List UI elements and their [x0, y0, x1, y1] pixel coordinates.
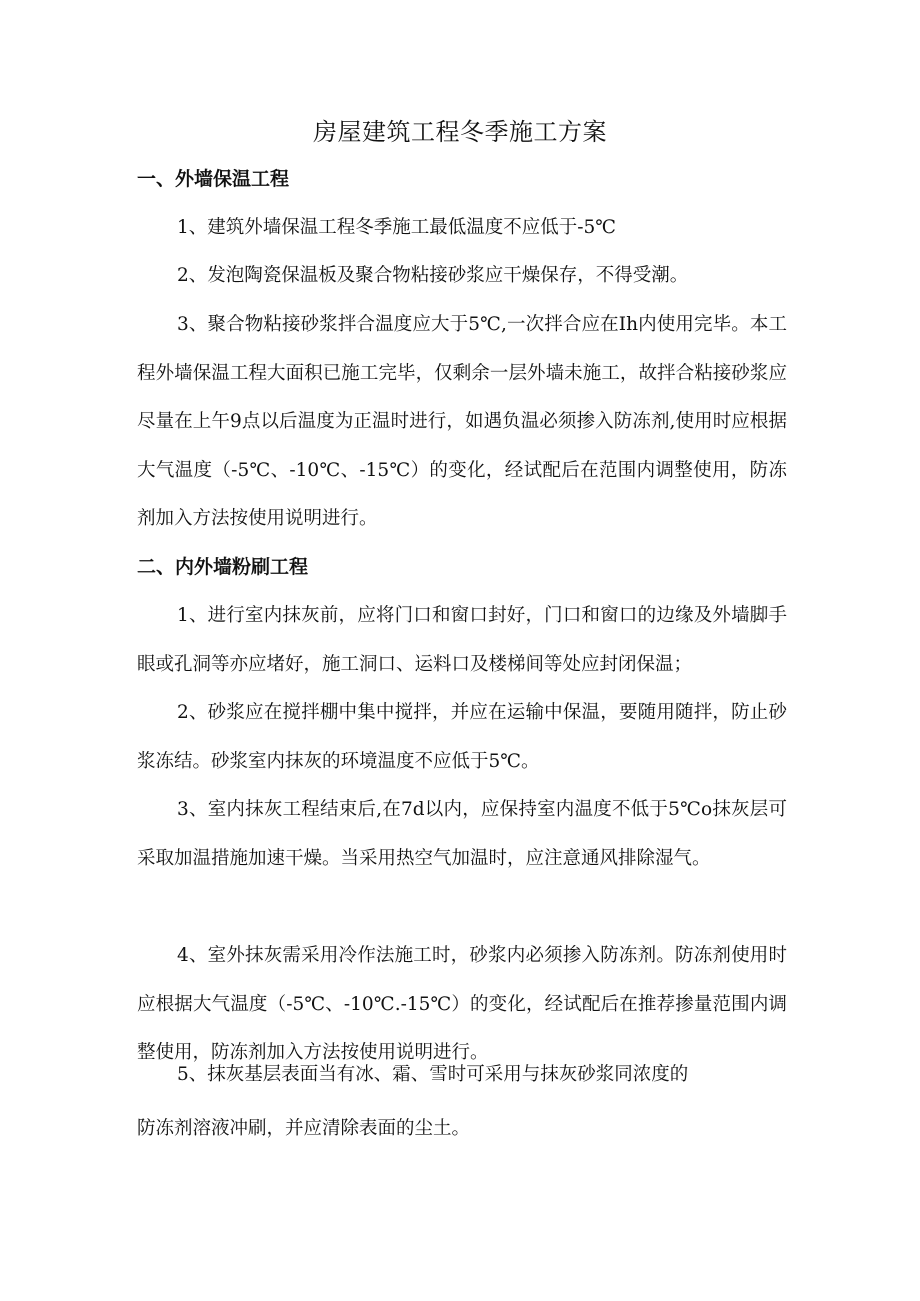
section-2-paragraph-1: 1、进行室内抹灰前，应将门口和窗口封好，门口和窗口的边缘及外墙脚手眼或孔洞等亦应堵好，施工洞口、运料口及楼梯间等处应封闭保温；: [137, 605, 787, 675]
section-1-paragraph-2: 2、发泡陶瓷保温板及聚合物粘接砂浆应干燥保存，不得受潮。: [177, 265, 689, 286]
section-2-paragraph-5-line-2: 防冻剂溶液冲刷，并应清除表面的尘土。: [137, 1118, 471, 1139]
section-1-paragraph-1: 1、建筑外墙保温工程冬季施工最低温度不应低于-5℃: [177, 217, 616, 238]
section-2-paragraph-2: 2、砂浆应在搅拌棚中集中搅拌，并应在运输中保温，要随用随拌，防止砂浆冻结。砂浆室内抹灰的环境温度不应低于5℃。: [137, 702, 787, 772]
document-title: 房屋建筑工程冬季施工方案: [313, 118, 607, 146]
section-2-paragraph-5-line-1: 5、抹灰基层表面当有冰、霜、雪时可采用与抹灰砂浆同浓度的: [177, 1064, 689, 1085]
section-2-heading: 二、内外墙粉刷工程: [137, 556, 309, 578]
section-1-heading: 一、外墙保温工程: [137, 168, 290, 190]
section-2-paragraph-4: 4、室外抹灰需采用冷作法施工时，砂浆内必须掺入防冻剂。防冻剂使用时应根据大气温度（-5℃、-10℃.-15℃）的变化，经试配后在推荐掺量范围内调整使用，防冻剂加入方法按使用说明进行。: [137, 945, 787, 1063]
section-2-paragraph-3: 3、室内抹灰工程结束后,在7d以内，应保持室内温度不低于5℃o抹灰层可采取加温措施加速干燥。当采用热空气加温时，应注意通风排除湿气。: [137, 799, 787, 869]
section-1-paragraph-3: 3、聚合物粘接砂浆拌合温度应大于5℃,一次拌合应在Ih内使用完毕。本工程外墙保温工程大面积已施工完毕，仅剩余一层外墙未施工，故拌合粘接砂浆应尽量在上午9点以后温度为正温时进行，如遇负温必须掺入防冻剂,使用时应根据大气温度（-5℃、-10℃、-15℃）的变化，经试配后在范围内调整使用，防冻剂加入方法按使用说明进行。: [137, 314, 787, 529]
